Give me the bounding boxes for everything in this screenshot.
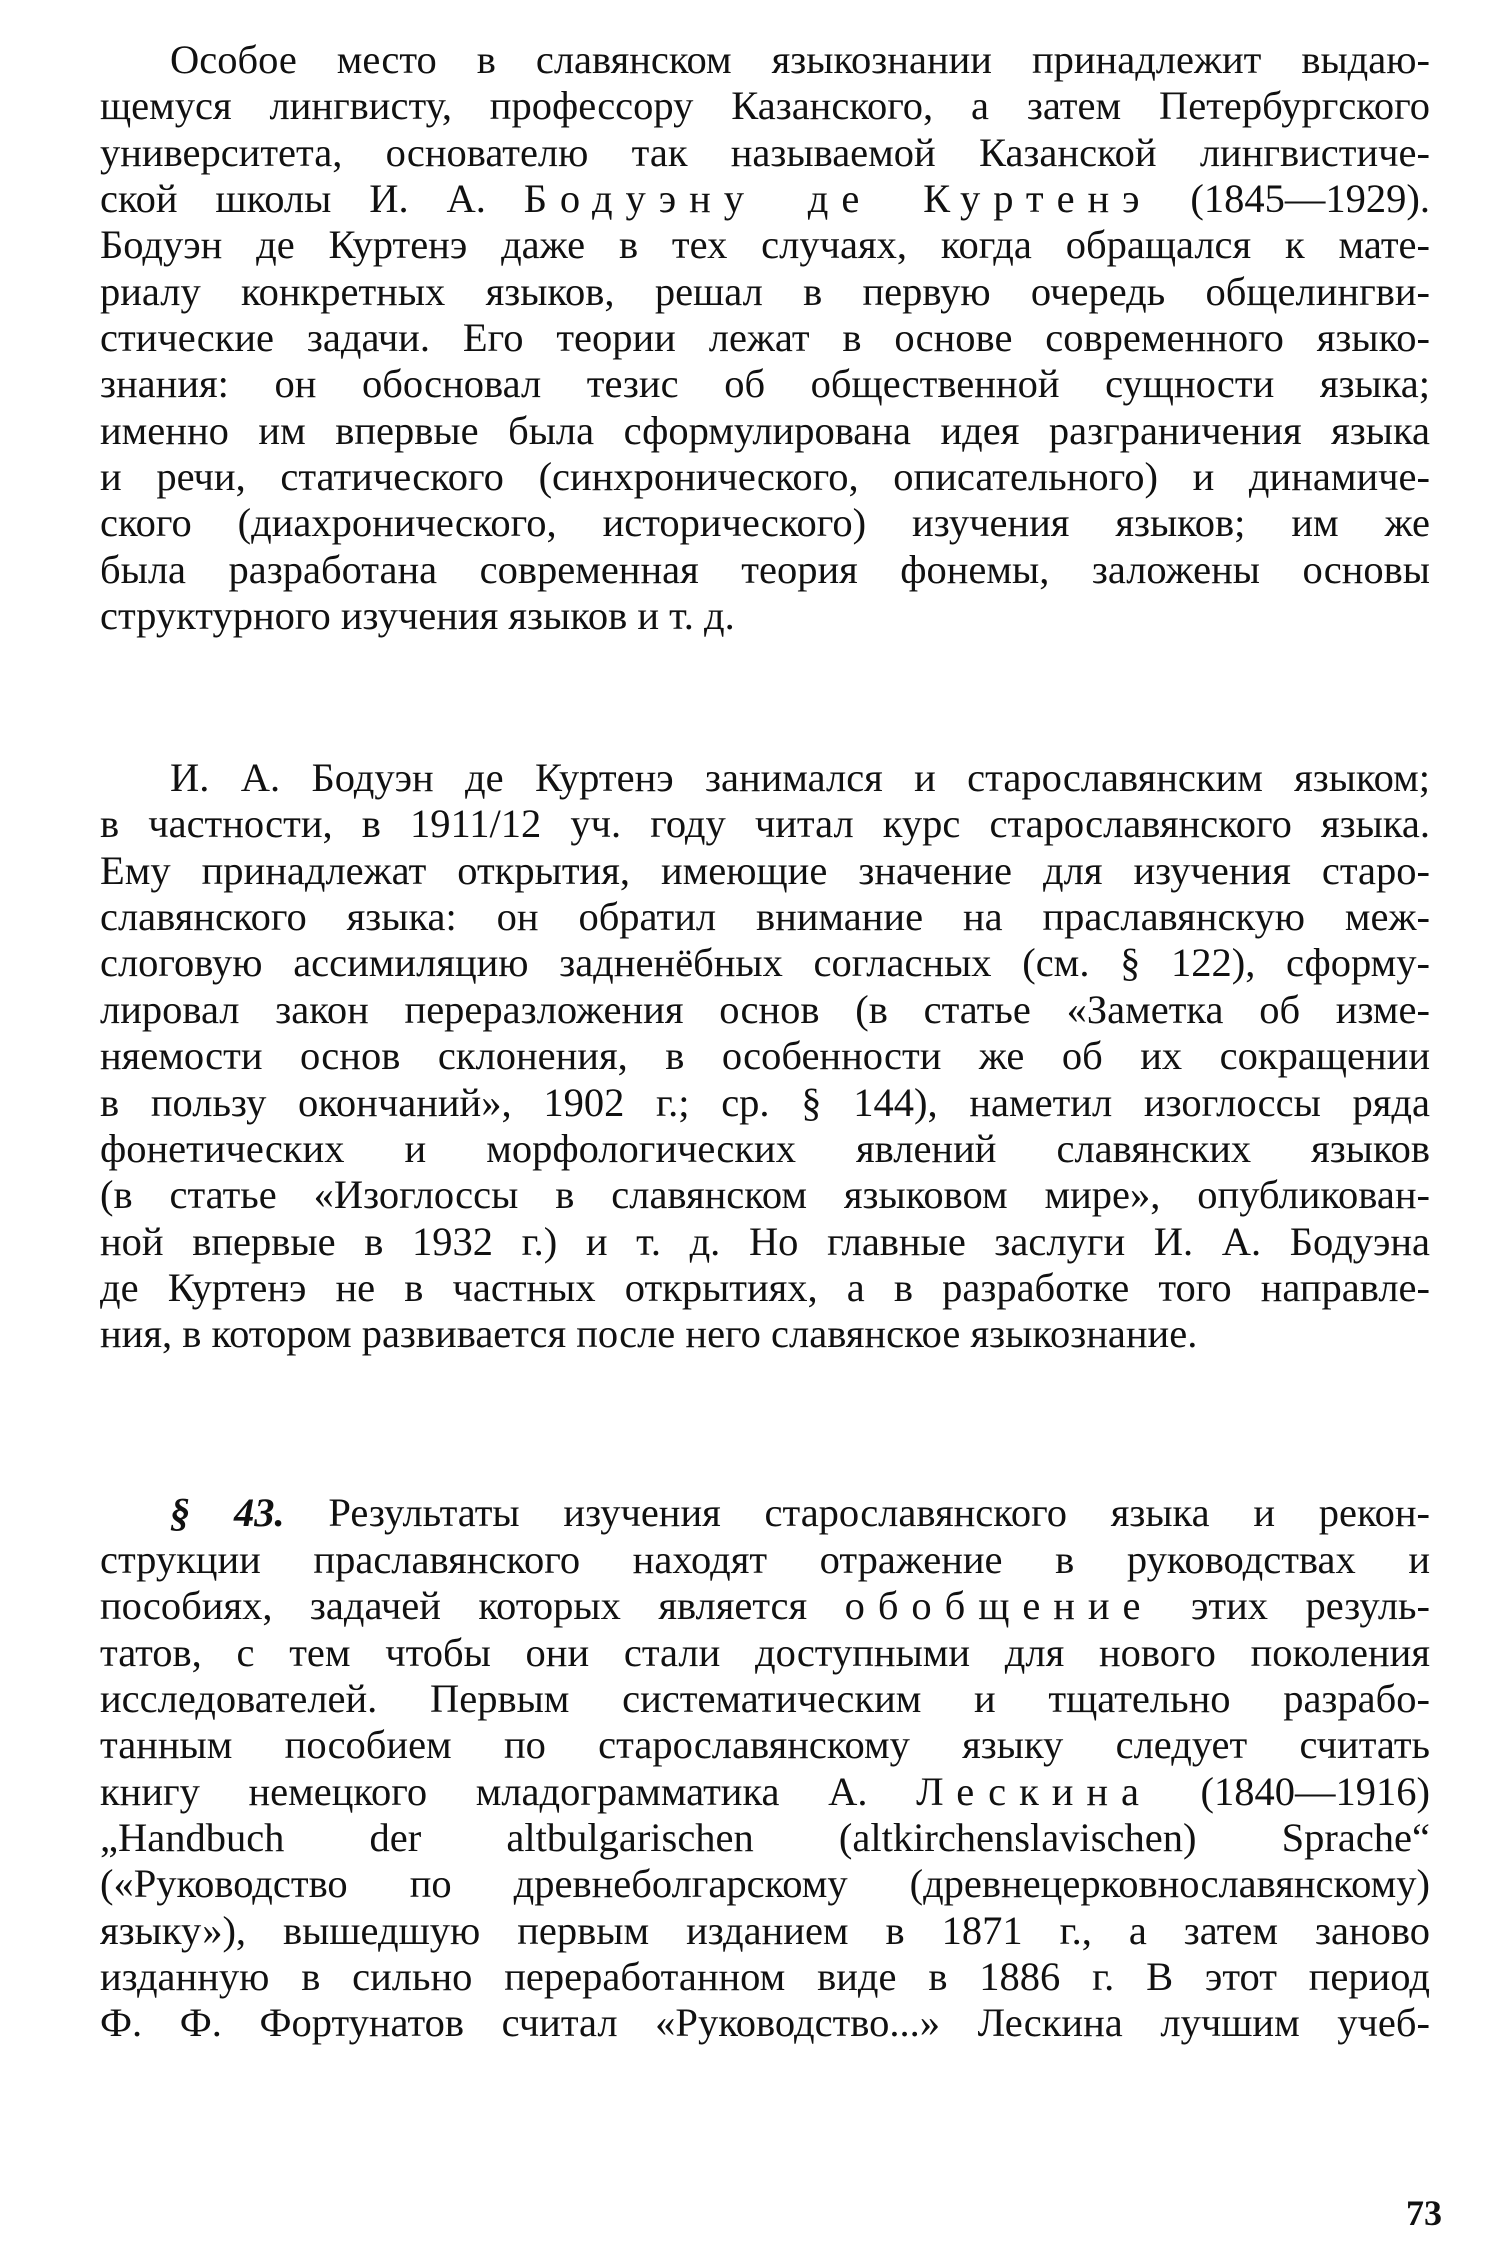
text-line: ского (диахронического, исторического) изучения языков; им же xyxy=(100,500,1430,545)
section-number: § 43. xyxy=(170,1490,285,1535)
text-line: Ему принадлежат открытия, имеющие значение для изучения старо- xyxy=(100,848,1430,893)
text-line: Бодуэн де Куртенэ даже в тех случаях, когда обращался к мате- xyxy=(100,222,1430,267)
author-name-spaced: Бодуэну де Куртенэ xyxy=(523,176,1153,221)
text-line: щемуся лингвисту, профессору Казанского, а затем Петербургского xyxy=(100,83,1430,128)
text-fragment: книгу немецкого младограмматика А. xyxy=(100,1769,917,1814)
text-line xyxy=(100,173,1430,225)
text-line: танным пособием по старославянскому языку следует считать xyxy=(100,1722,1430,1767)
text-line: Ф. Ф. Фортунатов считал «Руководство...» Лескина лучшим учеб- xyxy=(100,2000,1430,2045)
text-line: знания: он обосновал тезис об общественной сущности языка; xyxy=(100,361,1430,406)
text-fragment: ской школы И. А. xyxy=(100,176,524,221)
text-fragment: Результаты изучения старославянского языка и рекон- xyxy=(284,1490,1431,1535)
text-fragment: (1840—1916) xyxy=(1151,1769,1430,1814)
page-number: 73 xyxy=(1406,2193,1442,2233)
text-line: фонетических и морфологических явлений славянских языков xyxy=(100,1126,1430,1171)
text-line xyxy=(100,1766,1430,1818)
text-line: и речи, статического (синхронического, описательного) и динамиче- xyxy=(100,454,1430,499)
text-line: языку»), вышедшую первым изданием в 1871 г., а затем заново xyxy=(100,1908,1430,1953)
text-line: слоговую ассимиляцию задненёбных согласных (см. § 122), сформу- xyxy=(100,940,1430,985)
text-line: струкции праславянского находят отражение в руководствах и xyxy=(100,1537,1430,1582)
text-fragment: (1845—1929). xyxy=(1152,176,1430,221)
emphasis-spaced: обобщение xyxy=(844,1583,1154,1628)
text-line: исследователей. Первым систематическим и тщательно разрабо- xyxy=(100,1676,1430,1721)
text-line: изданную в сильно переработанном виде в 1886 г. В этот период xyxy=(100,1954,1430,1999)
text-line: ния, в котором развивается после него славянское языкознание. xyxy=(100,1311,1198,1356)
text-line: славянского языка: он обратил внимание на праславянскую меж- xyxy=(100,894,1430,939)
text-line: была разработана современная теория фонемы, заложены основы xyxy=(100,547,1430,592)
text-line: лировал закон переразложения основ (в статье «Заметка об изме- xyxy=(100,987,1430,1032)
text-line: татов, с тем чтобы они стали доступными для нового поколения xyxy=(100,1630,1430,1675)
text-line: „Handbuch der altbulgarischen (altkirchenslavischen) Sprache“ xyxy=(100,1815,1430,1860)
text-line: (в статье «Изоглоссы в славянском языковом мире», опубликован- xyxy=(100,1172,1430,1217)
text-line: де Куртенэ не в частных открытиях, а в разработке того направле- xyxy=(100,1265,1430,1310)
text-fragment: этих резуль- xyxy=(1153,1583,1430,1628)
text-line: именно им впервые была сформулирована идея разграничения языка xyxy=(100,408,1430,453)
text-line: стические задачи. Его теории лежат в основе современного языко- xyxy=(100,315,1430,360)
text-line: риалу конкретных языков, решал в первую очередь общелингви- xyxy=(100,269,1430,314)
text-fragment: пособиях, задачей которых является xyxy=(100,1583,845,1628)
text-line: («Руководство по древнеболгарскому (древнецерковнославянскому) xyxy=(100,1861,1430,1906)
text-line xyxy=(170,1487,1430,1539)
text-line: структурного изучения языков и т. д. xyxy=(100,593,735,638)
text-line: в пользу окончаний», 1902 г.; ср. § 144), наметил изоглоссы ряда xyxy=(100,1080,1430,1125)
text-line: университета, основателю так называемой Казанской лингвистиче- xyxy=(100,130,1430,175)
text-line xyxy=(100,1580,1430,1632)
text-line: Особое место в славянском языкознании принадлежит выдаю- xyxy=(170,37,1430,82)
text-line: ной впервые в 1932 г.) и т. д. Но главные заслуги И. А. Бодуэна xyxy=(100,1219,1430,1264)
text-line: И. А. Бодуэн де Куртенэ занимался и старославянским языком; xyxy=(170,755,1430,800)
text-line: в частности, в 1911/12 уч. году читал курс старославянского языка. xyxy=(100,801,1430,846)
text-line: няемости основ склонения, в особенности же об их сокращении xyxy=(100,1033,1430,1078)
author-name-spaced: Лескина xyxy=(916,1769,1152,1814)
